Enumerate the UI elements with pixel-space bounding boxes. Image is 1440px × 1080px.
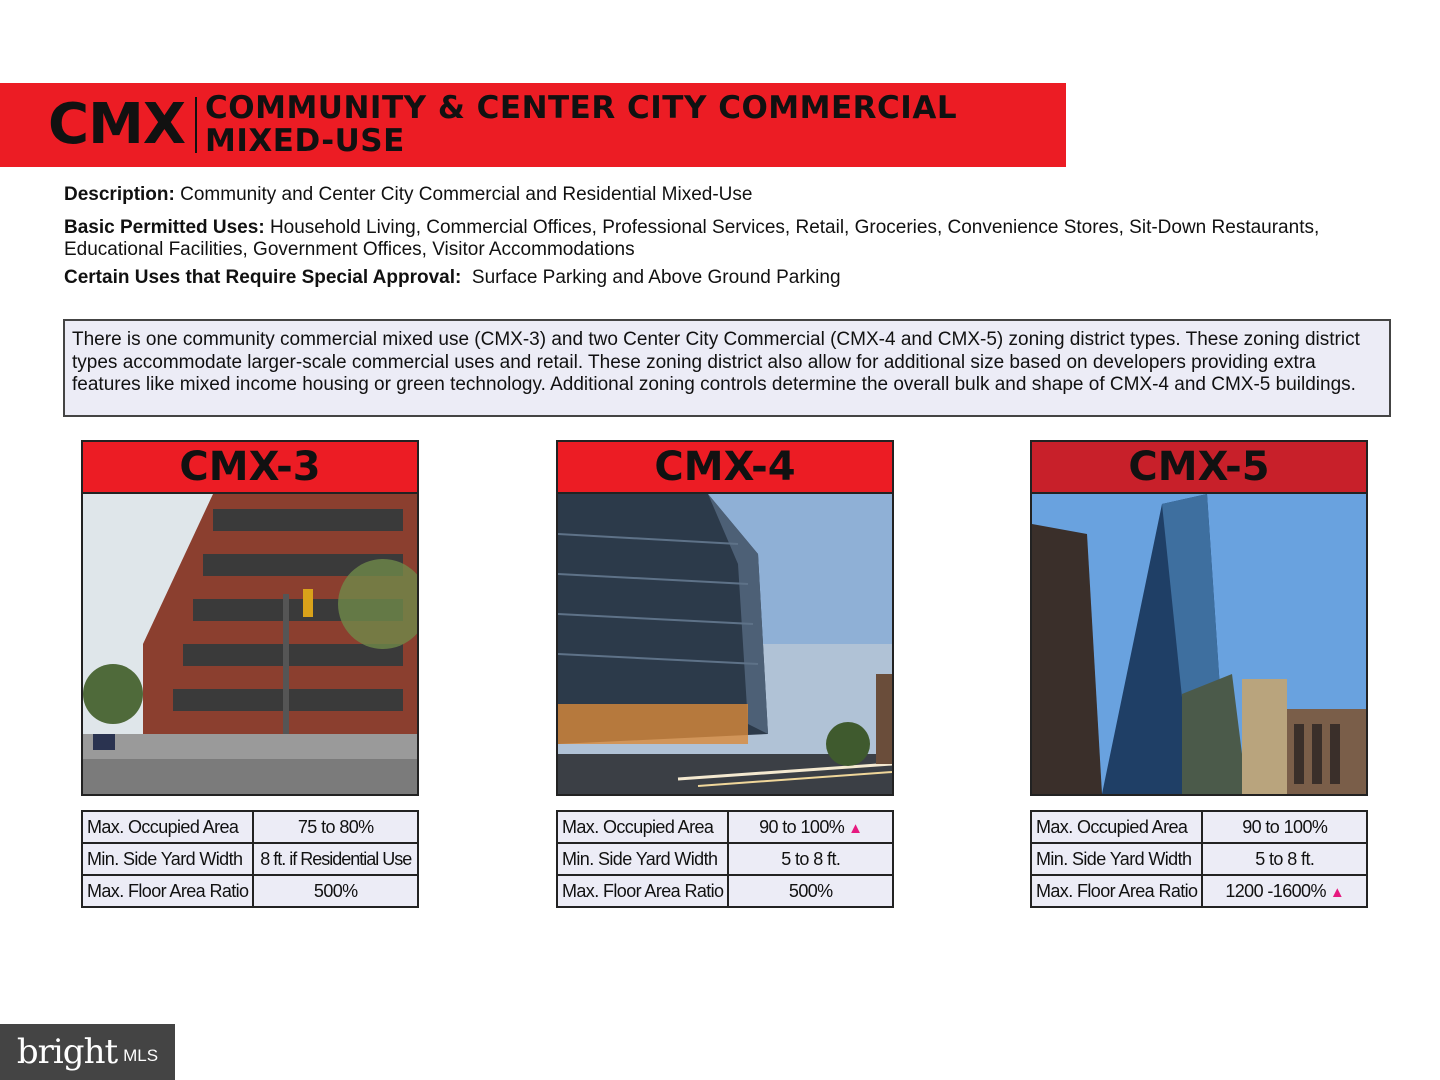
- note-box: There is one community commercial mixed use (CMX-3) and two Center City Commercial (CMX-4 and CMX-5) zoning district types. These zoning district types accommodate larger-scale commercial uses and retail. These zoning district also allow for additional size based on developers providing extra features like mixed income housing or green technology. Additional zoning controls determine the overall bulk and shape of CMX-4 and CMX-5 buildings.: [63, 319, 1391, 417]
- triangle-icon: ▲: [1329, 883, 1345, 901]
- description-label: Description:: [64, 184, 175, 205]
- table-row: [1031, 811, 1367, 843]
- table-row: [82, 811, 418, 843]
- district-photo-cmx-3: [81, 492, 419, 796]
- description-text: Community and Center City Commercial and Residential Mixed-Use: [180, 184, 753, 205]
- district-stats-cmx-4: [556, 810, 894, 908]
- banner-title-line2: MIXED-USE: [205, 123, 405, 159]
- district-header: CMX-5: [1030, 440, 1368, 492]
- stat-value: 500%: [253, 875, 418, 907]
- stat-label: Max. Floor Area Ratio: [82, 875, 253, 907]
- district-photo-cmx-5: [1030, 492, 1368, 796]
- stat-label: Max. Occupied Area: [1031, 811, 1202, 843]
- district-card-cmx-4: [556, 440, 894, 901]
- title-banner: [0, 83, 1066, 167]
- stat-value: 500%: [728, 875, 893, 907]
- special-approval-label: Certain Uses that Require Special Approval:: [64, 267, 462, 288]
- banner-code: CMX: [48, 97, 197, 153]
- district-header: CMX-4: [556, 440, 894, 492]
- table-row: [557, 843, 893, 875]
- stat-value-text: 1200 -1600%: [1225, 880, 1326, 901]
- logo-suffix: MLS: [123, 1046, 159, 1065]
- district-stats-cmx-5: [1030, 810, 1368, 908]
- stat-value-text: 90 to 100%: [759, 816, 845, 837]
- stat-value: 90 to 100%: [1202, 811, 1367, 843]
- stat-value: [728, 811, 893, 843]
- special-approval-line: [64, 267, 1409, 289]
- description-line: [64, 184, 1409, 206]
- table-row: [1031, 875, 1367, 907]
- stat-label: Max. Floor Area Ratio: [557, 875, 728, 907]
- district-card-cmx-5: [1030, 440, 1368, 901]
- banner-title: [205, 92, 957, 158]
- stat-value: 5 to 8 ft.: [728, 843, 893, 875]
- stat-label: Min. Side Yard Width: [1031, 843, 1202, 875]
- stat-label: Max. Occupied Area: [557, 811, 728, 843]
- table-row: [1031, 843, 1367, 875]
- table-row: [82, 875, 418, 907]
- district-card-cmx-3: [81, 440, 419, 901]
- stat-label: Max. Occupied Area: [82, 811, 253, 843]
- stat-value: [1202, 875, 1367, 907]
- banner-title-line1: COMMUNITY & CENTER CITY COMMERCIAL: [205, 90, 958, 126]
- stat-value: 5 to 8 ft.: [1202, 843, 1367, 875]
- bright-mls-logo: [0, 1024, 175, 1080]
- district-header: CMX-3: [81, 440, 419, 492]
- table-row: [557, 811, 893, 843]
- triangle-icon: ▲: [848, 819, 863, 837]
- stat-value: 75 to 80%: [253, 811, 418, 843]
- stat-label: Min. Side Yard Width: [557, 843, 728, 875]
- logo-brand: bright: [16, 1032, 118, 1072]
- basic-uses-line: [64, 217, 1409, 261]
- basic-uses-text: Household Living, Commercial Offices, Professional Services, Retail, Groceries, Convenience Stores, Sit-Down Restaurants, Educational Facilities, Government Offices, Visitor Accommodations: [64, 217, 1320, 260]
- stat-value: 8 ft. if Residential Use: [253, 843, 418, 875]
- stat-label: Min. Side Yard Width: [82, 843, 253, 875]
- table-row: [82, 843, 418, 875]
- stat-label: Max. Floor Area Ratio: [1031, 875, 1202, 907]
- district-photo-cmx-4: [556, 492, 894, 796]
- table-row: [557, 875, 893, 907]
- special-approval-text: Surface Parking and Above Ground Parking: [471, 267, 841, 288]
- basic-uses-label: Basic Permitted Uses:: [64, 217, 265, 238]
- district-stats-cmx-3: [81, 810, 419, 908]
